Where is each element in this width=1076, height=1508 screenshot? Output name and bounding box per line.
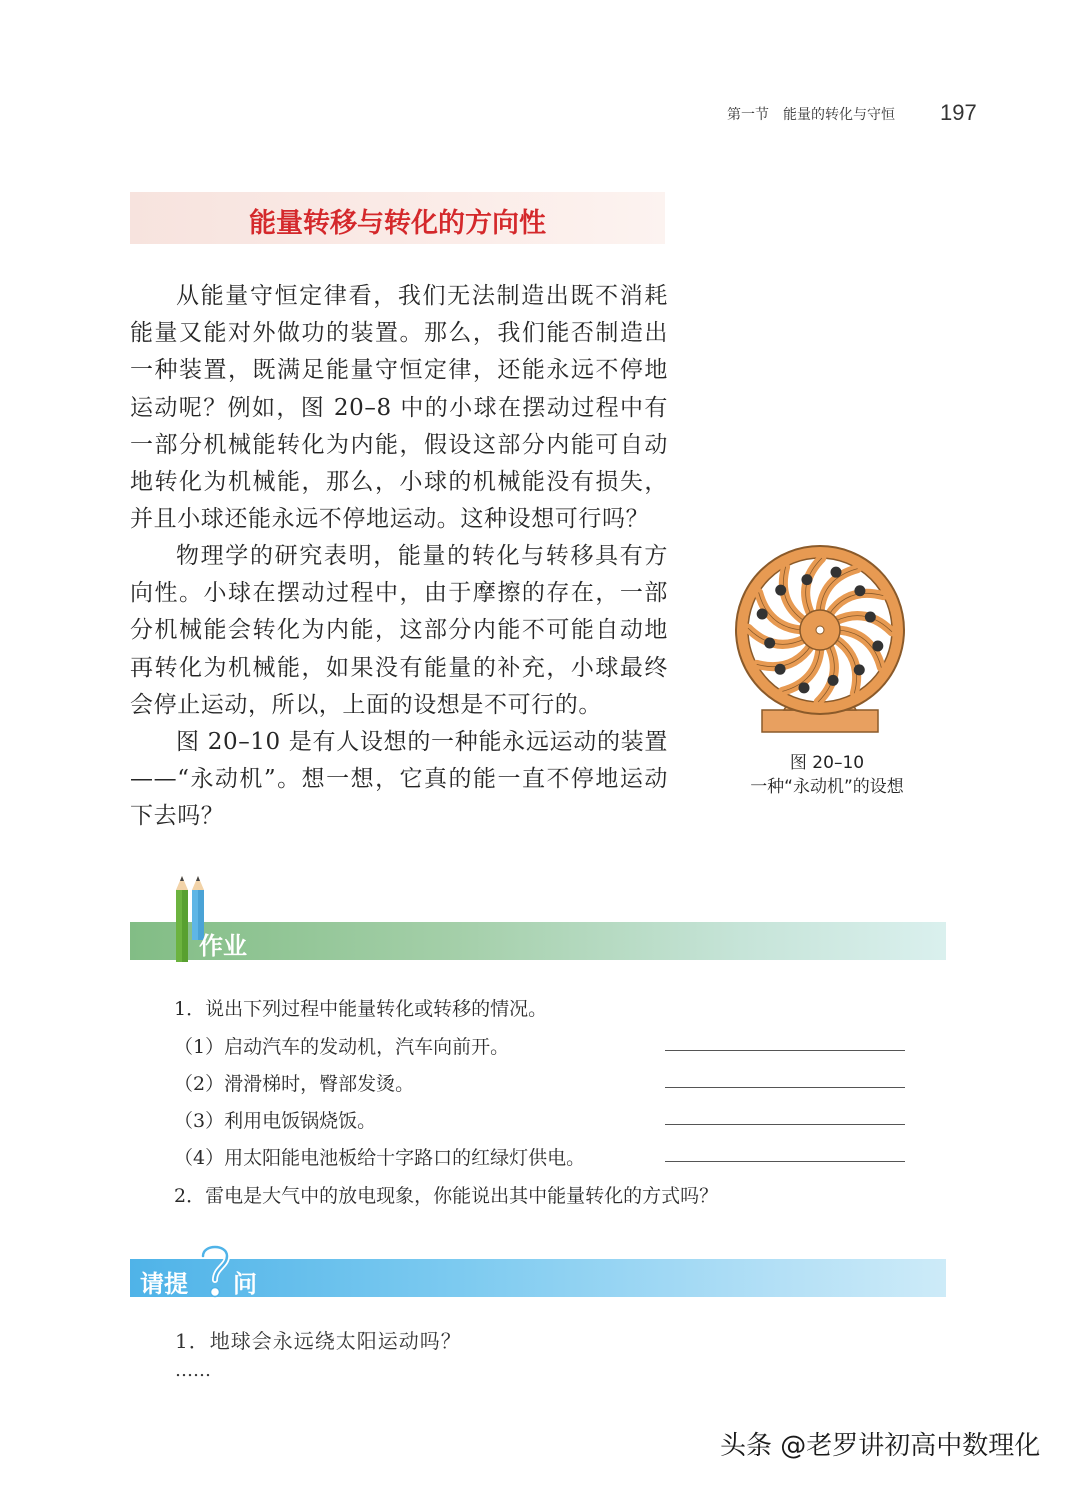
perpetual-motion-wheel-illustration xyxy=(722,542,918,738)
ask-title-part1: 请提 xyxy=(140,1270,188,1298)
paragraph: 从能量守恒定律看，我们无法制造出既不消耗能量又能对外做功的装置。那么，我们能否制造出一种装置，既满足能量守恒定律，还能永远不停地运动呢？例如，图 20–8 中的小球在摆动过程中有一部分机械能转化为内能，假设这部分内能可自动地转化为机械能，那么，小球的机械能没有损失，并且小球还能永远不停地运动。这种设想可行吗？ xyxy=(130,283,668,533)
wheel-ball xyxy=(831,567,842,578)
ask-title-part2: 问 xyxy=(233,1270,257,1298)
figure-caption: 一种“永动机”的设想 xyxy=(750,777,904,797)
wheel-ball xyxy=(854,664,865,675)
homework-title: 作业 xyxy=(199,932,247,960)
answer-blank[interactable] xyxy=(665,1124,905,1125)
wheel-ball xyxy=(872,641,883,652)
page-number: 197 xyxy=(940,100,977,125)
section-title-box xyxy=(130,192,665,244)
answer-blank[interactable] xyxy=(665,1087,905,1088)
ask-question-item: 1．地球会永远绕太阳运动吗？ xyxy=(175,1329,462,1353)
wheel-ball xyxy=(865,611,876,622)
answer-blank[interactable] xyxy=(665,1050,905,1051)
wheel-ball xyxy=(764,638,775,649)
question-mark-icon xyxy=(195,1240,235,1302)
section-title: 能量转移与转化的方向性 xyxy=(249,208,546,239)
homework-item: （2）滑滑梯时，臀部发烫。 xyxy=(174,1073,415,1095)
wheel-ball xyxy=(775,664,786,675)
ask-ellipsis: …… xyxy=(175,1360,211,1381)
watermark: 头条 @老罗讲初高中数理化 xyxy=(720,1431,1041,1461)
wheel-ball xyxy=(798,682,809,693)
homework-item: （3）利用电饭锅烧饭。 xyxy=(174,1110,377,1132)
figure-number: 图 20–10 xyxy=(789,753,865,773)
answer-blank[interactable] xyxy=(665,1161,905,1162)
running-header-section: 第一节 能量的转化与守恒 xyxy=(727,107,895,123)
paragraph: 图 20–10 是有人设想的一种能永远运动的装置——“永动机”。想一想，它真的能一直不停地运动下去吗？ xyxy=(130,729,668,830)
paragraph: 物理学的研究表明，能量的转化与转移具有方向性。小球在摆动过程中，由于摩擦的存在，一部分机械能会转化为内能，这部分内能不可能自动地再转化为机械能，如果没有能量的补充，小球最终会停止运动，所以，上面的设想是不可行的。 xyxy=(130,543,668,718)
homework-item: （4）用太阳能电池板给十字路口的红绿灯供电。 xyxy=(174,1147,586,1169)
wheel-ball xyxy=(775,585,786,596)
homework-question: 2．雷电是大气中的放电现象，你能说出其中能量转化的方式吗？ xyxy=(174,1185,719,1207)
homework-banner xyxy=(130,922,946,960)
wheel-ball xyxy=(854,585,865,596)
wheel-ball xyxy=(828,675,839,686)
homework-item: （1）启动汽车的发动机，汽车向前开。 xyxy=(174,1036,510,1058)
wheel-ball xyxy=(801,574,812,585)
wheel-ball xyxy=(757,608,768,619)
homework-question: 1．说出下列过程中能量转化或转移的情况。 xyxy=(174,998,548,1020)
